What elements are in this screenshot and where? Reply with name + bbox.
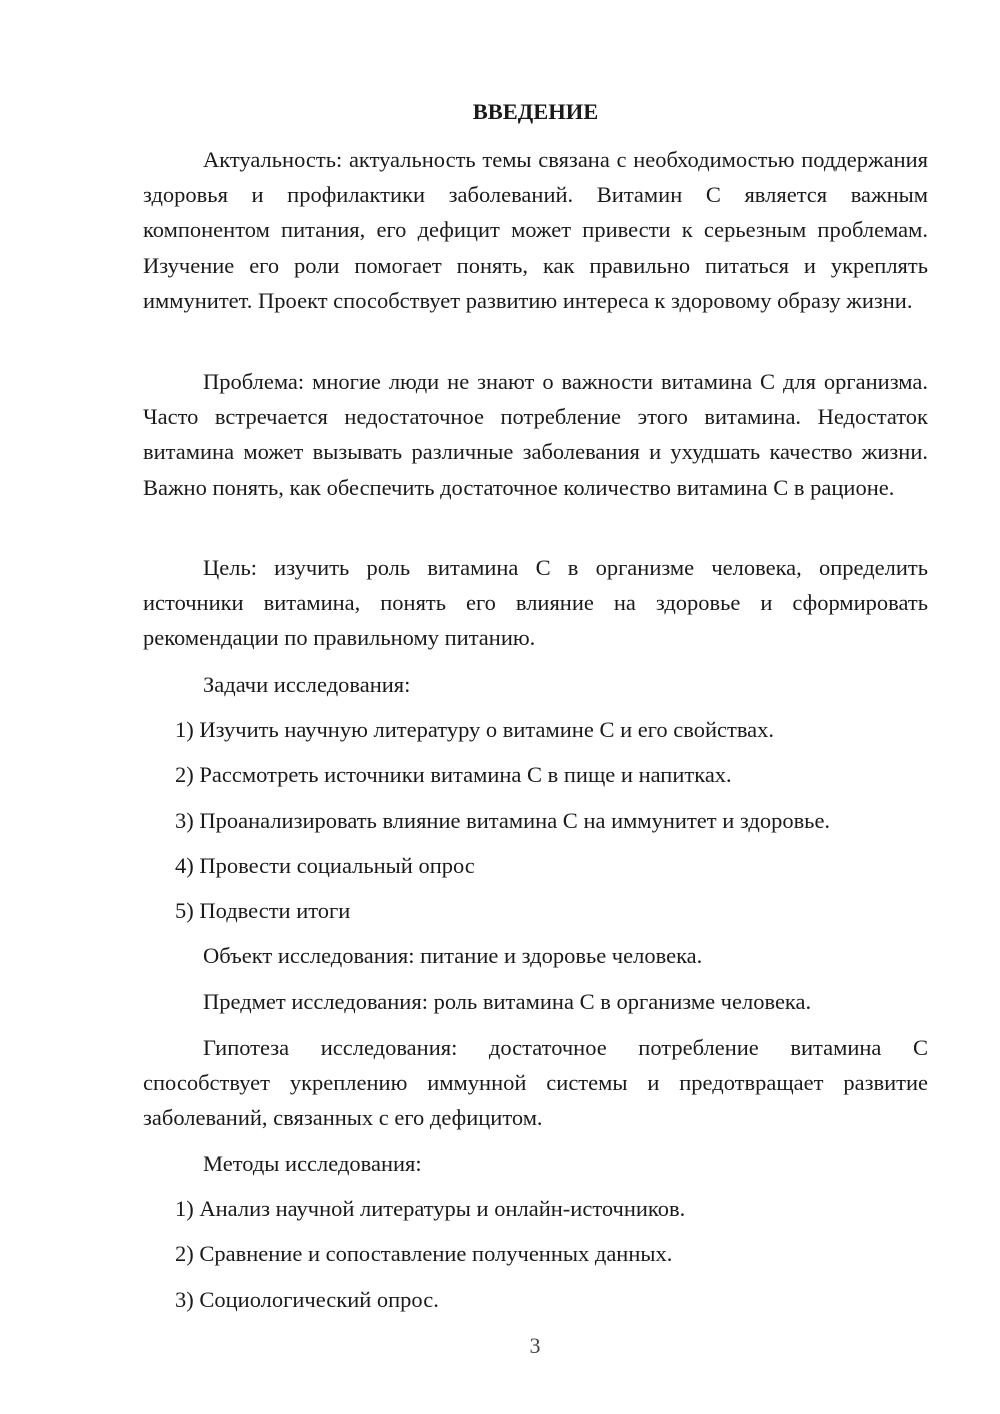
paragraph-relevance: Актуальность: актуальность темы связана с необходимостью поддержания здоровья и профилактики заболеваний. Витамин С является важным компонентом питания, его дефицит может привести к серьезным проблемам. Изучение его роли помогает понять, как правильно питаться и укреплять иммунитет. Проект способствует развитию интереса к здоровому образу жизни. [143, 147, 928, 313]
paragraph-subject: Предмет исследования: роль витамина С в организме человека. [203, 989, 812, 1014]
list-item-task-1: 1) Изучить научную литературу о витамине С и его свойствах. [175, 717, 775, 742]
tasks-heading: Задачи исследования: [203, 672, 411, 697]
page-title: ВВЕДЕНИЕ [472, 99, 599, 124]
list-item-method-3: 3) Социологический опрос. [175, 1287, 439, 1312]
paragraph-problem: Проблема: многие люди не знают о важности витамина С для организма. Часто встречается недостаточное потребление этого витамина. Недостаток витамина может вызывать различные заболевания и ухудшать качество жизни. Важно понять, как обеспечить достаточное количество витамина С в рационе. [143, 369, 928, 500]
paragraph-object: Объект исследования: питание и здоровье человека. [203, 943, 703, 968]
list-item-task-5: 5) Подвести итоги [175, 898, 351, 923]
list-item-method-2: 2) Сравнение и сопоставление полученных данных. [175, 1241, 673, 1266]
page-number: 3 [529, 1333, 541, 1358]
list-item-task-3: 3) Проанализировать влияние витамина С на иммунитет и здоровье. [175, 808, 831, 833]
paragraph-goal: Цель: изучить роль витамина С в организме человека, определить источники витамина, понять его влияние на здоровье и сформировать рекомендации по правильному питанию. [143, 555, 928, 651]
paragraph-hypothesis: Гипотеза исследования: достаточное потребление витамина С способствует укреплению иммунной системы и предотвращает развитие заболеваний, связанных с его дефицитом. [143, 1035, 928, 1131]
list-item-method-1: 1) Анализ научной литературы и онлайн-источников. [175, 1196, 686, 1221]
list-item-task-2: 2) Рассмотреть источники витамина С в пище и напитках. [175, 762, 732, 787]
methods-heading: Методы исследования: [203, 1151, 422, 1176]
list-item-task-4: 4) Провести социальный опрос [175, 853, 475, 878]
